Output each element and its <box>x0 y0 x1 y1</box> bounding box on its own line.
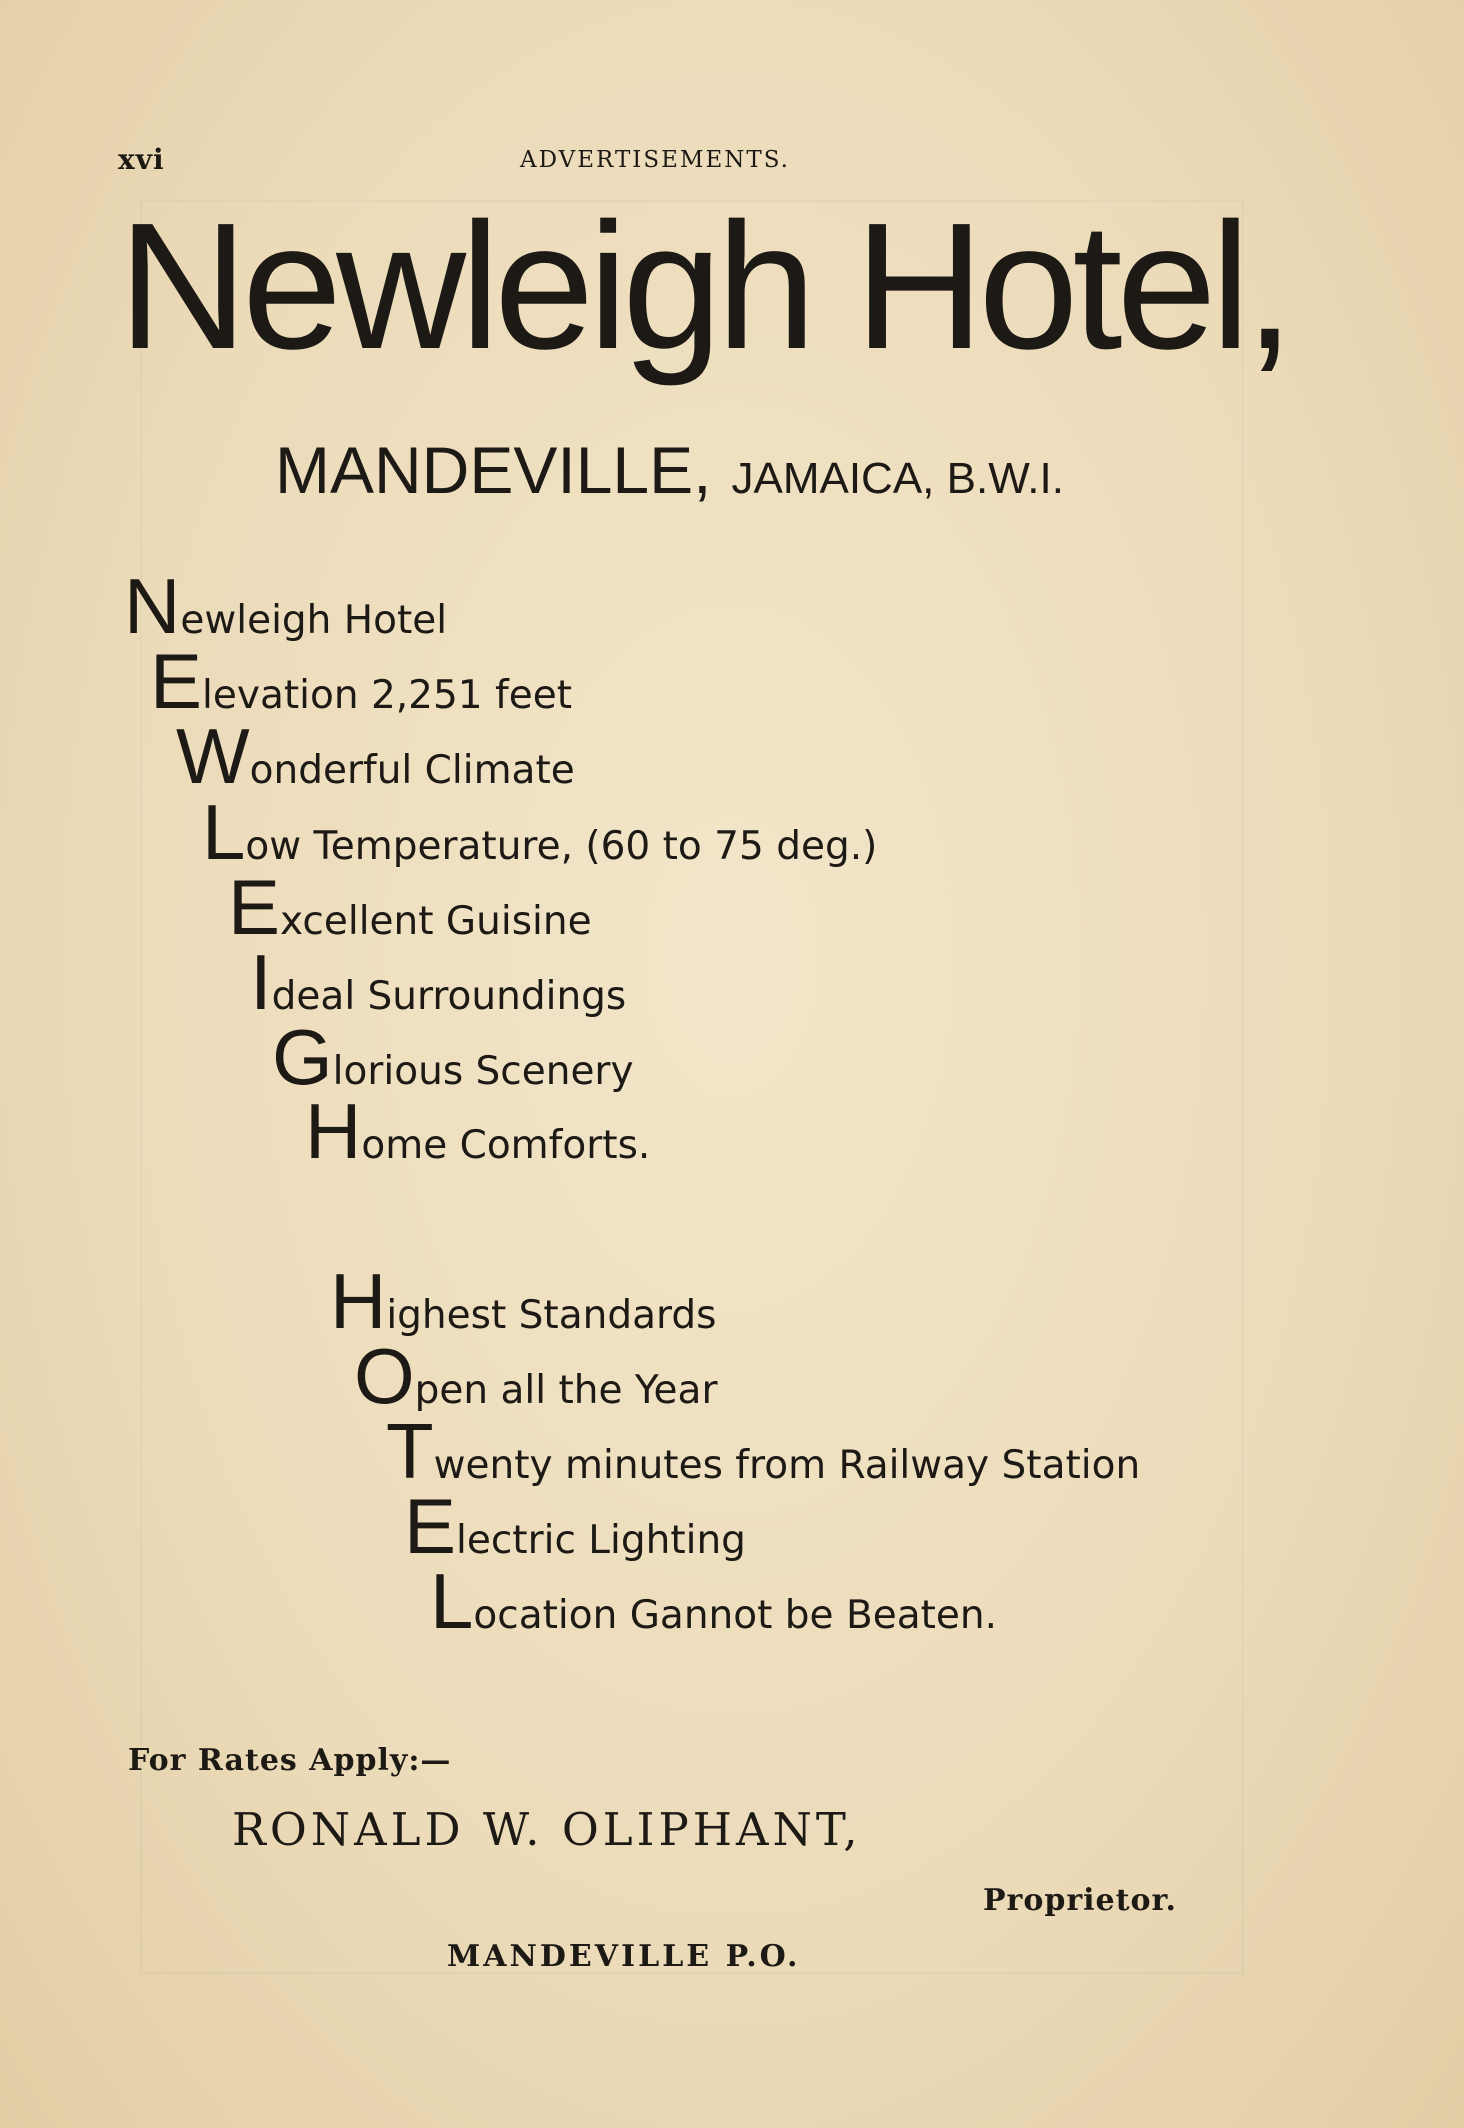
acrostic-line <box>386 1407 1141 1495</box>
acrostic-text: ewleigh Hotel <box>180 598 448 643</box>
acrostic-text: lectric Lighting <box>456 1518 746 1563</box>
acrostic-line <box>124 562 448 650</box>
rates-label: For Rates Apply:— <box>128 1743 452 1778</box>
acrostic-text: wenty minutes from Railway Station <box>433 1443 1141 1488</box>
acrostic-line <box>404 1482 746 1570</box>
acrostic-line <box>354 1332 718 1420</box>
acrostic-text: pen all the Year <box>414 1368 718 1413</box>
acrostic-initial: E <box>150 637 203 725</box>
acrostic-initial: I <box>250 938 272 1026</box>
acrostic-text: ighest Standards <box>386 1293 717 1338</box>
acrostic-text: ow Temperature, (60 to 75 deg.) <box>245 824 878 869</box>
acrostic-line <box>250 938 627 1026</box>
acrostic-initial: H <box>305 1087 362 1175</box>
acrostic-line <box>272 1013 634 1101</box>
location-city: MANDEVILLE, <box>275 433 712 507</box>
acrostic-initial: L <box>202 788 246 876</box>
section-title: ADVERTISEMENTS. <box>520 147 790 173</box>
acrostic-text: ocation Gannot be Beaten. <box>473 1593 997 1638</box>
acrostic-initial: O <box>354 1332 415 1420</box>
acrostic-initial: H <box>330 1257 387 1345</box>
hotel-title: Newleigh Hotel, <box>118 186 1289 387</box>
acrostic-text: ome Comforts. <box>361 1123 651 1168</box>
acrostic-line <box>228 863 592 951</box>
proprietor-name: RONALD W. OLIPHANT, <box>232 1803 862 1856</box>
location-country: JAMAICA, B.W.I. <box>731 454 1064 503</box>
acrostic-line <box>330 1257 717 1345</box>
acrostic-initial: T <box>386 1407 434 1495</box>
acrostic-initial: L <box>430 1557 474 1645</box>
hotel-location <box>275 432 1064 508</box>
postal-address: MANDEVILLE P.O. <box>447 1939 801 1974</box>
proprietor-role: Proprietor. <box>983 1883 1178 1918</box>
acrostic-initial: E <box>404 1482 457 1570</box>
acrostic-line <box>430 1557 997 1645</box>
acrostic-initial: W <box>176 712 250 800</box>
acrostic-text: levation 2,251 feet <box>202 673 572 718</box>
acrostic-initial: N <box>124 562 181 650</box>
page-number: xvi <box>118 143 165 176</box>
acrostic-text: lorious Scenery <box>332 1049 634 1094</box>
acrostic-line <box>176 712 575 800</box>
acrostic-line <box>202 788 878 876</box>
acrostic-text: xcellent Guisine <box>280 899 592 944</box>
acrostic-line <box>150 637 572 725</box>
acrostic-line <box>305 1087 651 1175</box>
acrostic-text: deal Surroundings <box>271 974 627 1019</box>
acrostic-text: onderful Climate <box>249 748 575 793</box>
acrostic-initial: G <box>272 1013 333 1101</box>
acrostic-initial: E <box>228 863 281 951</box>
